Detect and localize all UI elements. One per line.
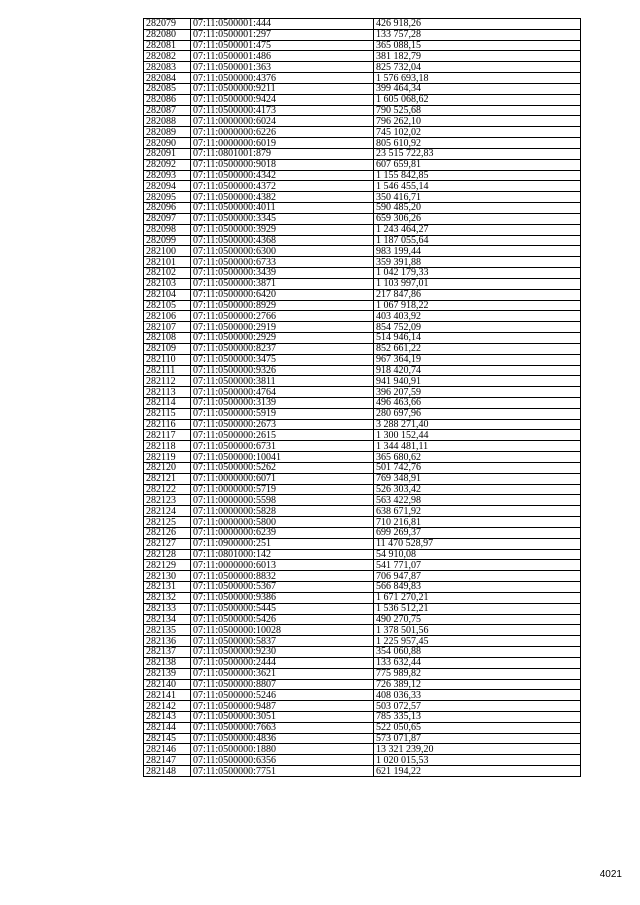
table-row: [144, 213, 581, 224]
cadastral-number-cell: 07:11:0500000:2673: [191, 419, 374, 430]
value-cell: 1 243 464,27: [374, 224, 581, 235]
table-row: [144, 701, 581, 712]
table-row: [144, 603, 581, 614]
row-number-cell: 282102: [144, 268, 191, 279]
table-row: [144, 766, 581, 777]
cadastral-number-cell: 07:11:0000000:6024: [191, 116, 374, 127]
cadastral-number-cell: 07:11:0500000:5445: [191, 603, 374, 614]
value-cell: 365 680,62: [374, 452, 581, 463]
cadastral-number-cell: 07:11:0500000:3345: [191, 213, 374, 224]
value-cell: 365 088,15: [374, 40, 581, 51]
cadastral-number-cell: 07:11:0500000:1880: [191, 744, 374, 755]
value-cell: 573 071,87: [374, 733, 581, 744]
cadastral-number-cell: 07:11:0500000:4382: [191, 192, 374, 203]
value-cell: 775 989,82: [374, 668, 581, 679]
row-number-cell: 282112: [144, 376, 191, 387]
row-number-cell: 282100: [144, 246, 191, 257]
cadastral-number-cell: 07:11:0500000:9386: [191, 592, 374, 603]
table-row: [144, 517, 581, 528]
row-number-cell: 282119: [144, 452, 191, 463]
table-row: [144, 159, 581, 170]
table-row: [144, 690, 581, 701]
row-number-cell: 282106: [144, 311, 191, 322]
value-cell: 918 420,74: [374, 365, 581, 376]
table-row: [144, 679, 581, 690]
value-cell: 1 155 842,85: [374, 170, 581, 181]
cadastral-number-cell: 07:11:0500000:6733: [191, 257, 374, 268]
cadastral-number-cell: 07:11:0500000:4368: [191, 235, 374, 246]
row-number-cell: 282121: [144, 473, 191, 484]
value-cell: 607 659,81: [374, 159, 581, 170]
row-number-cell: 282103: [144, 278, 191, 289]
cadastral-number-cell: 07:11:0500000:4173: [191, 105, 374, 116]
value-cell: 710 216,81: [374, 517, 581, 528]
value-cell: 785 335,13: [374, 712, 581, 723]
table-row: [144, 744, 581, 755]
cadastral-number-cell: 07:11:0000000:6226: [191, 127, 374, 138]
cadastral-number-cell: 07:11:0000000:5828: [191, 506, 374, 517]
cadastral-number-cell: 07:11:0900000:251: [191, 538, 374, 549]
value-cell: 503 072,57: [374, 701, 581, 712]
table-row: [144, 170, 581, 181]
row-number-cell: 282136: [144, 636, 191, 647]
table-row: [144, 473, 581, 484]
page-number: 4021: [599, 869, 622, 880]
value-cell: 941 940,91: [374, 376, 581, 387]
table-row: [144, 365, 581, 376]
table-row: [144, 311, 581, 322]
table-row: [144, 268, 581, 279]
table-row: [144, 51, 581, 62]
value-cell: 11 470 528,97: [374, 538, 581, 549]
table-row: [144, 441, 581, 452]
cadastral-number-cell: 07:11:0500000:9487: [191, 701, 374, 712]
cadastral-number-cell: 07:11:0500000:6731: [191, 441, 374, 452]
table-row: [144, 722, 581, 733]
cadastral-number-cell: 07:11:0500000:4372: [191, 181, 374, 192]
cadastral-number-cell: 07:11:0500000:8237: [191, 343, 374, 354]
value-cell: 1 378 501,56: [374, 625, 581, 636]
row-number-cell: 282084: [144, 73, 191, 84]
table-row: [144, 538, 581, 549]
value-cell: 769 348,91: [374, 473, 581, 484]
table-row: [144, 560, 581, 571]
table-row: [144, 246, 581, 257]
cadastral-number-cell: 07:11:0801001:879: [191, 148, 374, 159]
table-row: [144, 582, 581, 593]
cadastral-number-cell: 07:11:0500000:4376: [191, 73, 374, 84]
cadastral-number-cell: 07:11:0000000:6239: [191, 527, 374, 538]
cadastral-number-cell: 07:11:0500000:9424: [191, 94, 374, 105]
row-number-cell: 282120: [144, 462, 191, 473]
value-cell: 1 300 152,44: [374, 430, 581, 441]
table-row: [144, 527, 581, 538]
row-number-cell: 282123: [144, 495, 191, 506]
table-row: [144, 148, 581, 159]
cadastral-number-cell: 07:11:0500000:8832: [191, 571, 374, 582]
value-cell: 501 742,76: [374, 462, 581, 473]
row-number-cell: 282132: [144, 592, 191, 603]
table-row: [144, 40, 581, 51]
table-row: [144, 105, 581, 116]
cadastral-number-cell: 07:11:0500000:2929: [191, 333, 374, 344]
table-row: [144, 62, 581, 73]
table-row: [144, 571, 581, 582]
value-cell: 490 270,75: [374, 614, 581, 625]
cadastral-number-cell: 07:11:0500001:475: [191, 40, 374, 51]
cadastral-number-cell: 07:11:0000000:5800: [191, 517, 374, 528]
cadastral-number-cell: 07:11:0500000:3811: [191, 376, 374, 387]
value-cell: 426 918,26: [374, 19, 581, 30]
row-number-cell: 282083: [144, 62, 191, 73]
table-row: [144, 495, 581, 506]
value-cell: 796 262,10: [374, 116, 581, 127]
row-number-cell: 282090: [144, 138, 191, 149]
cadastral-number-cell: 07:11:0500000:5426: [191, 614, 374, 625]
row-number-cell: 282129: [144, 560, 191, 571]
cadastral-number-cell: 07:11:0500000:2766: [191, 311, 374, 322]
table-row: [144, 354, 581, 365]
cadastral-number-cell: 07:11:0000000:6071: [191, 473, 374, 484]
row-number-cell: 282127: [144, 538, 191, 549]
value-cell: 541 771,07: [374, 560, 581, 571]
row-number-cell: 282140: [144, 679, 191, 690]
value-cell: 745 102,02: [374, 127, 581, 138]
row-number-cell: 282122: [144, 484, 191, 495]
row-number-cell: 282145: [144, 733, 191, 744]
row-number-cell: 282110: [144, 354, 191, 365]
row-number-cell: 282091: [144, 148, 191, 159]
value-cell: 590 485,20: [374, 203, 581, 214]
cadastral-number-cell: 07:11:0500000:2444: [191, 657, 374, 668]
value-cell: 350 416,71: [374, 192, 581, 203]
cadastral-number-cell: 07:11:0000000:6013: [191, 560, 374, 571]
cadastral-number-cell: 07:11:0500000:5367: [191, 582, 374, 593]
table-body: [144, 19, 581, 777]
table-row: [144, 419, 581, 430]
table-row: [144, 636, 581, 647]
table-row: [144, 289, 581, 300]
table-row: [144, 668, 581, 679]
table-row: [144, 614, 581, 625]
value-cell: 359 391,88: [374, 257, 581, 268]
cadastral-number-cell: 07:11:0500000:7663: [191, 722, 374, 733]
table-row: [144, 300, 581, 311]
row-number-cell: 282137: [144, 647, 191, 658]
cadastral-number-cell: 07:11:0500000:5919: [191, 408, 374, 419]
table-row: [144, 83, 581, 94]
row-number-cell: 282092: [144, 159, 191, 170]
value-cell: 1 020 015,53: [374, 755, 581, 766]
row-number-cell: 282113: [144, 387, 191, 398]
table-row: [144, 224, 581, 235]
row-number-cell: 282098: [144, 224, 191, 235]
value-cell: 217 847,86: [374, 289, 581, 300]
table-row: [144, 647, 581, 658]
value-cell: 967 364,19: [374, 354, 581, 365]
row-number-cell: 282081: [144, 40, 191, 51]
table-row: [144, 333, 581, 344]
cadastral-number-cell: 07:11:0500000:7751: [191, 766, 374, 777]
cadastral-number-cell: 07:11:0000000:6019: [191, 138, 374, 149]
value-cell: 1 067 918,22: [374, 300, 581, 311]
row-number-cell: 282111: [144, 365, 191, 376]
cadastral-number-cell: 07:11:0500001:363: [191, 62, 374, 73]
row-number-cell: 282101: [144, 257, 191, 268]
table-row: [144, 452, 581, 463]
table-row: [144, 549, 581, 560]
row-number-cell: 282126: [144, 527, 191, 538]
table-row: [144, 29, 581, 40]
table-row: [144, 192, 581, 203]
table-row: [144, 278, 581, 289]
row-number-cell: 282124: [144, 506, 191, 517]
value-cell: 1 536 512,21: [374, 603, 581, 614]
row-number-cell: 282087: [144, 105, 191, 116]
row-number-cell: 282108: [144, 333, 191, 344]
cadastral-number-cell: 07:11:0000000:5598: [191, 495, 374, 506]
cadastral-number-cell: 07:11:0500000:9018: [191, 159, 374, 170]
table-row: [144, 138, 581, 149]
row-number-cell: 282115: [144, 408, 191, 419]
cadastral-number-cell: 07:11:0500000:4011: [191, 203, 374, 214]
value-cell: 825 732,04: [374, 62, 581, 73]
value-cell: 3 288 271,40: [374, 419, 581, 430]
table-row: [144, 181, 581, 192]
table-row: [144, 387, 581, 398]
value-cell: 408 036,33: [374, 690, 581, 701]
value-cell: 1 546 455,14: [374, 181, 581, 192]
value-cell: 13 321 239,20: [374, 744, 581, 755]
row-number-cell: 282114: [144, 397, 191, 408]
table-row: [144, 484, 581, 495]
table-row: [144, 73, 581, 84]
value-cell: 399 464,34: [374, 83, 581, 94]
row-number-cell: 282134: [144, 614, 191, 625]
value-cell: 280 697,96: [374, 408, 581, 419]
table-row: [144, 343, 581, 354]
table-row: [144, 592, 581, 603]
value-cell: 983 199,44: [374, 246, 581, 257]
value-cell: 522 050,65: [374, 722, 581, 733]
row-number-cell: 282144: [144, 722, 191, 733]
row-number-cell: 282080: [144, 29, 191, 40]
cadastral-number-cell: 07:11:0500000:2615: [191, 430, 374, 441]
row-number-cell: 282094: [144, 181, 191, 192]
table-row: [144, 625, 581, 636]
table-row: [144, 94, 581, 105]
cadastral-number-cell: 07:11:0500001:444: [191, 19, 374, 30]
row-number-cell: 282082: [144, 51, 191, 62]
table-row: [144, 462, 581, 473]
value-cell: 621 194,22: [374, 766, 581, 777]
cadastral-number-cell: 07:11:0500000:3871: [191, 278, 374, 289]
row-number-cell: 282131: [144, 582, 191, 593]
value-cell: 563 422,98: [374, 495, 581, 506]
row-number-cell: 282099: [144, 235, 191, 246]
table-row: [144, 235, 581, 246]
row-number-cell: 282093: [144, 170, 191, 181]
value-cell: 1 187 055,64: [374, 235, 581, 246]
cadastral-number-cell: 07:11:0500001:297: [191, 29, 374, 40]
cadastral-number-cell: 07:11:0500000:6356: [191, 755, 374, 766]
cadastral-number-cell: 07:11:0500000:3475: [191, 354, 374, 365]
value-cell: 354 060,88: [374, 647, 581, 658]
value-cell: 1 103 997,01: [374, 278, 581, 289]
value-cell: 396 207,59: [374, 387, 581, 398]
table-row: [144, 19, 581, 30]
row-number-cell: 282138: [144, 657, 191, 668]
table-row: [144, 116, 581, 127]
cadastral-number-cell: 07:11:0500000:6420: [191, 289, 374, 300]
row-number-cell: 282104: [144, 289, 191, 300]
row-number-cell: 282125: [144, 517, 191, 528]
row-number-cell: 282117: [144, 430, 191, 441]
cadastral-number-cell: 07:11:0500000:6300: [191, 246, 374, 257]
table-row: [144, 203, 581, 214]
value-cell: 706 947,87: [374, 571, 581, 582]
value-cell: 1 344 481,11: [374, 441, 581, 452]
value-cell: 1 042 179,33: [374, 268, 581, 279]
value-cell: 1 576 693,18: [374, 73, 581, 84]
row-number-cell: 282097: [144, 213, 191, 224]
table-row: [144, 257, 581, 268]
table-row: [144, 322, 581, 333]
cadastral-number-cell: 07:11:0500000:3439: [191, 268, 374, 279]
value-cell: 514 946,14: [374, 333, 581, 344]
row-number-cell: 282143: [144, 712, 191, 723]
cadastral-number-cell: 07:11:0500000:5837: [191, 636, 374, 647]
cadastral-number-cell: 07:11:0500000:9326: [191, 365, 374, 376]
cadastral-number-cell: 07:11:0500000:9230: [191, 647, 374, 658]
row-number-cell: 282095: [144, 192, 191, 203]
value-cell: 1 605 068,62: [374, 94, 581, 105]
row-number-cell: 282089: [144, 127, 191, 138]
cadastral-number-cell: 07:11:0500000:5262: [191, 462, 374, 473]
row-number-cell: 282148: [144, 766, 191, 777]
table-row: [144, 755, 581, 766]
row-number-cell: 282147: [144, 755, 191, 766]
row-number-cell: 282105: [144, 300, 191, 311]
row-number-cell: 282141: [144, 690, 191, 701]
row-number-cell: 282096: [144, 203, 191, 214]
table-row: [144, 657, 581, 668]
cadastral-number-cell: 07:11:0500000:5246: [191, 690, 374, 701]
value-cell: 566 849,83: [374, 582, 581, 593]
value-cell: 403 403,92: [374, 311, 581, 322]
value-cell: 526 303,42: [374, 484, 581, 495]
cadastral-number-cell: 07:11:0500000:3621: [191, 668, 374, 679]
row-number-cell: 282130: [144, 571, 191, 582]
cadastral-number-cell: 07:11:0500000:10041: [191, 452, 374, 463]
table-row: [144, 397, 581, 408]
value-cell: 133 757,28: [374, 29, 581, 40]
table-row: [144, 430, 581, 441]
value-cell: 854 752,09: [374, 322, 581, 333]
value-cell: 790 525,68: [374, 105, 581, 116]
row-number-cell: 282116: [144, 419, 191, 430]
cadastral-number-cell: 07:11:0500000:3051: [191, 712, 374, 723]
cadastral-number-cell: 07:11:0500000:2919: [191, 322, 374, 333]
cadastral-number-cell: 07:11:0500001:486: [191, 51, 374, 62]
cadastral-number-cell: 07:11:0500000:4836: [191, 733, 374, 744]
value-cell: 659 306,26: [374, 213, 581, 224]
value-cell: 638 671,92: [374, 506, 581, 517]
value-cell: 852 661,22: [374, 343, 581, 354]
table-row: [144, 712, 581, 723]
table-row: [144, 376, 581, 387]
cadastral-number-cell: 07:11:0000000:5719: [191, 484, 374, 495]
value-cell: 23 515 722,83: [374, 148, 581, 159]
cadastral-number-cell: 07:11:0500000:8807: [191, 679, 374, 690]
value-cell: 699 269,37: [374, 527, 581, 538]
value-cell: 133 632,44: [374, 657, 581, 668]
row-number-cell: 282109: [144, 343, 191, 354]
row-number-cell: 282118: [144, 441, 191, 452]
table-row: [144, 506, 581, 517]
row-number-cell: 282133: [144, 603, 191, 614]
value-cell: 1 225 957,45: [374, 636, 581, 647]
row-number-cell: 282085: [144, 83, 191, 94]
cadastral-number-cell: 07:11:0500000:3139: [191, 397, 374, 408]
table-row: [144, 733, 581, 744]
value-cell: 1 671 270,21: [374, 592, 581, 603]
cadastral-number-cell: 07:11:0801000:142: [191, 549, 374, 560]
value-cell: 496 463,66: [374, 397, 581, 408]
cadastral-number-cell: 07:11:0500000:3929: [191, 224, 374, 235]
row-number-cell: 282086: [144, 94, 191, 105]
table-row: [144, 408, 581, 419]
row-number-cell: 282107: [144, 322, 191, 333]
row-number-cell: 282139: [144, 668, 191, 679]
row-number-cell: 282079: [144, 19, 191, 30]
row-number-cell: 282128: [144, 549, 191, 560]
cadastral-number-cell: 07:11:0500000:4342: [191, 170, 374, 181]
cadastral-number-cell: 07:11:0500000:4764: [191, 387, 374, 398]
cadastral-number-cell: 07:11:0500000:10028: [191, 625, 374, 636]
row-number-cell: 282088: [144, 116, 191, 127]
cadastral-number-cell: 07:11:0500000:9211: [191, 83, 374, 94]
value-cell: 381 182,79: [374, 51, 581, 62]
row-number-cell: 282146: [144, 744, 191, 755]
value-cell: 805 610,92: [374, 138, 581, 149]
row-number-cell: 282135: [144, 625, 191, 636]
cadastral-number-cell: 07:11:0500000:8929: [191, 300, 374, 311]
row-number-cell: 282142: [144, 701, 191, 712]
cadastral-value-table: [143, 18, 581, 777]
value-cell: 726 389,12: [374, 679, 581, 690]
table-row: [144, 127, 581, 138]
value-cell: 54 910,08: [374, 549, 581, 560]
